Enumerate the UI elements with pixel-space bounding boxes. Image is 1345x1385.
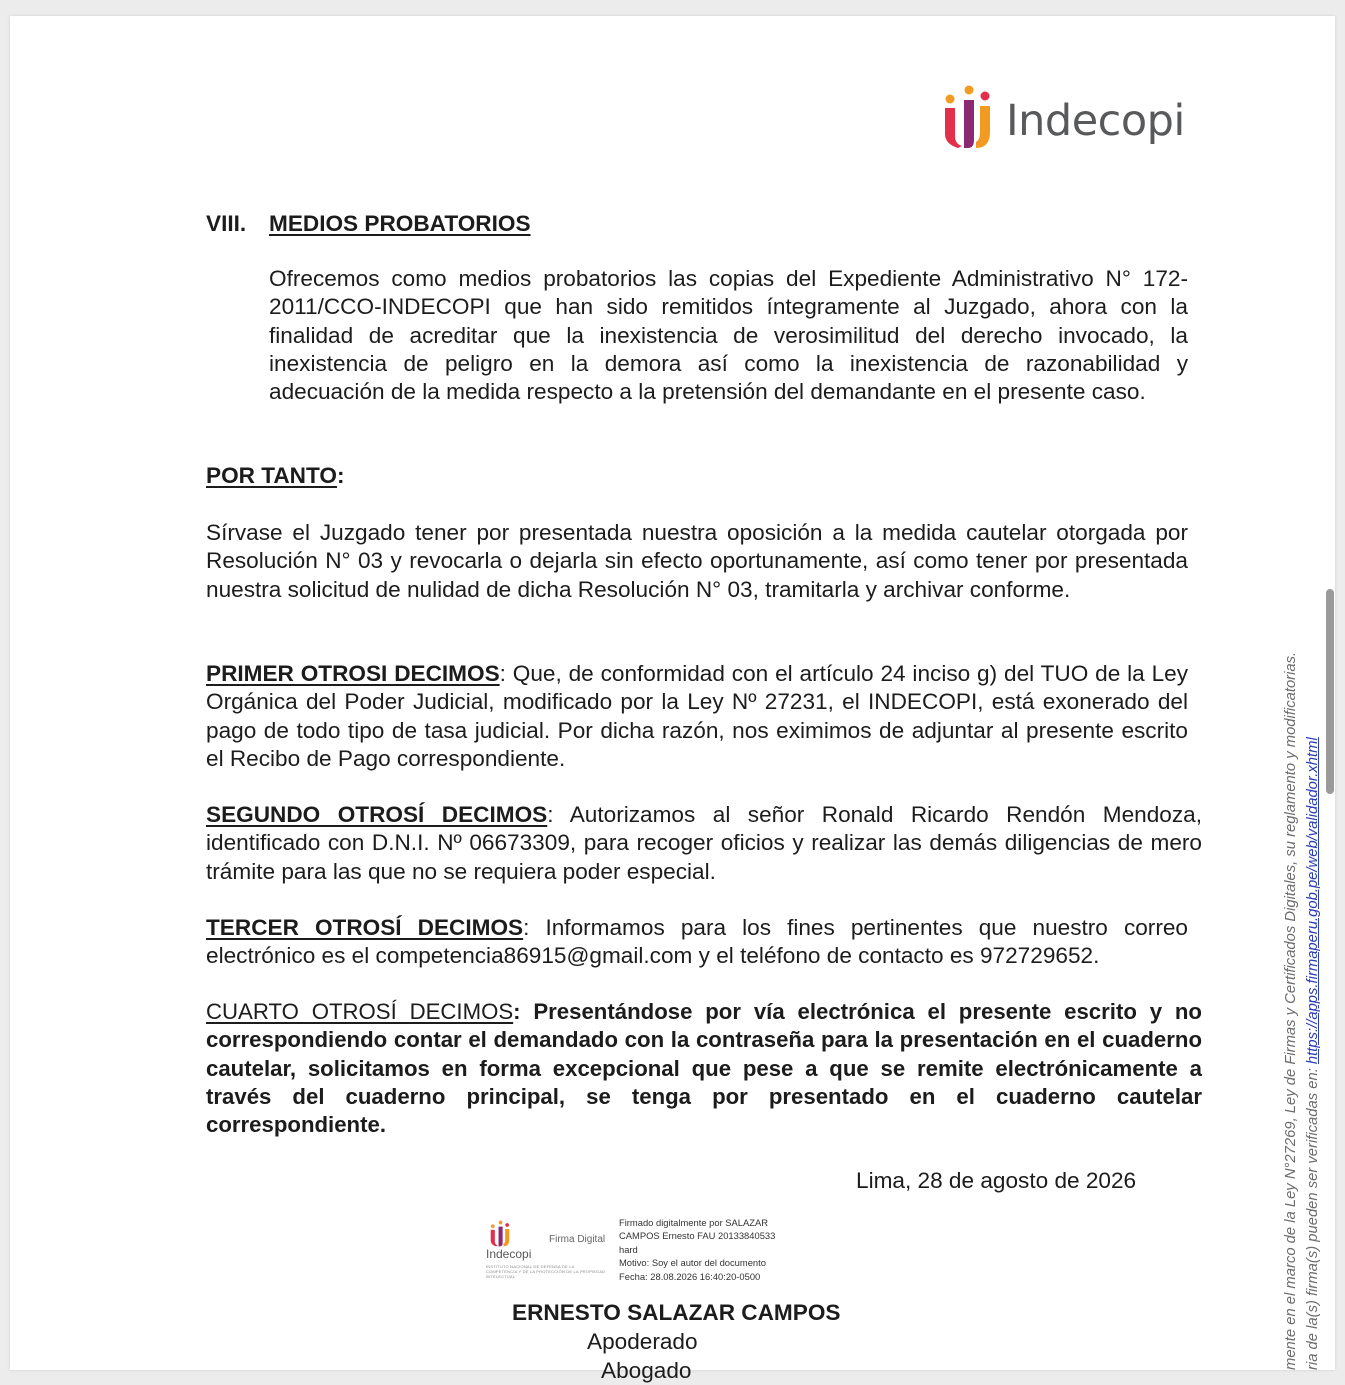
digital-signature-stamp[interactable]: [482, 1214, 812, 1286]
primer-otrosi-paragraph: [206, 660, 1188, 773]
stamp-line: CAMPOS Ernesto FAU 20133840533: [619, 1230, 776, 1242]
indecopi-logo: [940, 84, 1190, 154]
stamp-brand-subtitle: INSTITUTO NACIONAL DE DEFENSA DE LA COMPETENCIA Y DE LA PROTECCIÓN DE LA PROPIEDAD INTELECTUAL: [486, 1264, 606, 1279]
validator-link[interactable]: https://apps.firmaperu.gob.pe/web/validador.xhtml: [1305, 737, 1321, 1065]
primer-otrosi-text: : Que, de conformidad con el artículo 24 inciso g) del TUO de la Ley Orgánica del Poder Judicial, modificado por la Ley Nº 27231, el INDECOPI, está exonerado del pago de todo tipo de tasa judicial. Por dicha razón, nos eximimos de adjuntar al presente escrito el Recibo de Pago correspondiente.: [206, 661, 1188, 771]
legal-note-prefix: ria de la(s) firma(s) pueden ser verificadas en:: [1305, 1064, 1321, 1370]
legal-note-line-1: mente en el marco de la Ley N°27269, Ley de Firmas y Certificados Digitales, su reglamento y modificatorias.: [1283, 651, 1299, 1370]
stamp-line: Fecha: 28.08.2026 16:40:20-0500: [619, 1270, 761, 1282]
section-number: VIII.: [206, 211, 247, 236]
cuarto-otrosi-paragraph: [206, 998, 1202, 1139]
section-viii-paragraph: Ofrecemos como medios probatorios las copias del Expediente Administrativo N° 172-2011/CCO-INDECOPI que han sido remitidos íntegramente al Juzgado, ahora con la finalidad de acreditar que la inexistencia de verosimilitud del derecho invocado, la inexistencia de peligro en la demora así como la inexistencia de razonabilidad y adecuación de la medida respecto a la pretensión del demandante en el presente caso.: [269, 266, 1188, 405]
cuarto-otrosi-heading: CUARTO OTROSÍ DECIMOS: [206, 999, 514, 1024]
tercer-otrosi-paragraph: [206, 914, 1188, 971]
segundo-otrosi-text: : Autorizamos al señor Ronald Ricardo Rendón Mendoza, identificado con D.N.I. Nº 06673309, para recoger oficios y realizar las demás diligencias de mero trámite para las que no se requiera poder especial.: [206, 802, 1202, 884]
legal-note-line-2: [1302, 610, 1324, 1370]
closing-date: Lima, 28 de agosto de 2026: [856, 1168, 1137, 1193]
primer-otrosi-heading: PRIMER OTROSI DECIMOS: [206, 661, 500, 686]
por-tanto-heading: POR TANTO: [206, 463, 337, 488]
segundo-otrosi-heading: SEGUNDO OTROSÍ DECIMOS: [206, 802, 548, 827]
stamp-brand: Indecopi: [486, 1247, 532, 1261]
tercer-otrosi-text: : Informamos para los fines pertinentes que nuestro correo electrónico es el competencia86915@gmail.com y el teléfono de contacto es 972729652.: [206, 915, 1188, 969]
stamp-line: Motivo: Soy el autor del documento: [619, 1257, 766, 1269]
cuarto-otrosi-text: : Presentándose por vía electrónica el presente escrito y no correspondiendo contar el demandado con la contraseña para la presentación en el cuaderno cautelar, solicitamos en forma excepcional que pese a que se remite electrónicamente a través del cuaderno principal, se tenga por presentado en el cuaderno cautelar correspondiente.: [206, 999, 1202, 1138]
segundo-otrosi-paragraph: [206, 801, 1202, 886]
por-tanto-paragraph: Sírvase el Juzgado tener por presentada nuestra oposición a la medida cautelar otorgada por Resolución N° 03 y revocarla o dejarla sin efecto oportunamente, así como tener por presentada nuestra solicitud de nulidad de dicha Resolución N° 03, tramitarla y archivar conforme.: [206, 520, 1188, 602]
indecopi-logo-mark: [940, 84, 1000, 152]
tercer-otrosi-heading: TERCER OTROSÍ DECIMOS: [206, 915, 524, 940]
indecopi-stamp-logo-icon: [486, 1220, 516, 1248]
scrollbar-thumb[interactable]: [1326, 589, 1334, 794]
stamp-line: hard: [619, 1243, 638, 1255]
por-tanto-colon: :: [336, 463, 345, 488]
stamp-details: [619, 1216, 819, 1283]
por-tanto-heading-line: [206, 462, 345, 490]
section-title: MEDIOS PROBATORIOS: [269, 211, 531, 236]
vertical-legal-note: [1280, 610, 1324, 1370]
signer-role-abogado: Abogado: [601, 1358, 692, 1383]
signer-role-apoderado: Apoderado: [587, 1329, 698, 1354]
stamp-line: Firmado digitalmente por SALAZAR: [619, 1217, 769, 1228]
stamp-label: Firma Digital: [549, 1234, 606, 1245]
logo-text: Indecopi: [1006, 96, 1185, 146]
document-page: [10, 16, 1335, 1383]
signer-name: ERNESTO SALAZAR CAMPOS: [512, 1300, 841, 1325]
